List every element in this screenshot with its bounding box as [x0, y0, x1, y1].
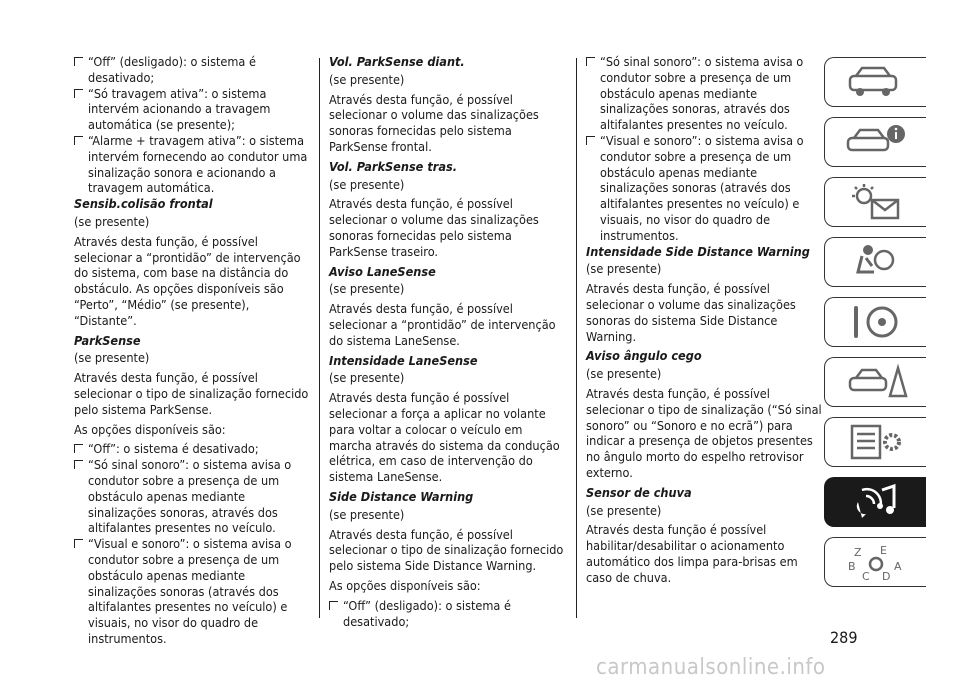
chapter-tab[interactable]	[824, 237, 926, 287]
car-crash-icon	[844, 362, 908, 402]
chapter-tab[interactable]	[824, 417, 926, 467]
bullet-icon	[74, 539, 83, 548]
bullet-text: “Só travagem ativa”: o sistema intervém acionando a travagem automática (se presente);	[88, 85, 271, 133]
car-info-icon	[844, 122, 908, 162]
bullet-item	[74, 441, 310, 457]
paragraph: Através desta função é possível habilitar/desabilitar o acionamento automático dos limpa para-brisas em caso de chuva.	[586, 522, 798, 585]
column-2	[329, 54, 565, 629]
paragraph: Através desta função é possível selecionar a força a aplicar no volante para voltar a colocar o veículo em marcha através do sistema da condução elétrica, em caso de intervenção do sistema LaneSense.	[329, 390, 560, 485]
section-heading: Aviso ângulo cego	[586, 348, 702, 364]
section-heading: Side Distance Warning	[329, 488, 474, 504]
svg-text:C: C	[861, 570, 870, 582]
bullet-text: “Visual e sonoro”: o sistema avisa o condutor sobre a presença de um obstáculo apenas mediante sinalizações sonoras (através dos altifalantes presentes no veículo) e visuais, no visor do quadro de instrumentos.	[88, 536, 292, 646]
section-heading: ParkSense	[74, 332, 141, 348]
svg-text:A: A	[893, 560, 902, 573]
bullet-icon	[74, 136, 83, 145]
paragraph: Através desta função, é possível selecionar a “prontidão” de intervenção do sistema LaneSense.	[329, 301, 556, 348]
lights-mail-icon	[844, 182, 908, 222]
paragraph: Através desta função, é possível selecionar o tipo de sinalização (“Só sinal sonoro” ou “Sonoro e no ecrã”) para indicar a presença de objetos presentes no ângulo morto do espelho retrovisor externo.	[586, 385, 822, 480]
paragraph: (se presente)	[329, 370, 405, 386]
steering-wrench-icon	[844, 302, 908, 342]
bullet-item	[74, 536, 310, 647]
list-gear-icon	[844, 422, 908, 462]
chapter-tab[interactable]	[824, 297, 926, 347]
svg-text:E: E	[879, 544, 887, 557]
bullet-text: “Off” (desligado): o sistema é desativado;	[343, 597, 511, 629]
bullet-text: “Só sinal sonoro”: o sistema avisa o condutor sobre a presença de um obstáculo apenas mediante sinalizações sonoras, através dos altifalantes presentes no veículo.	[600, 54, 804, 133]
bullet-item	[74, 457, 310, 536]
paragraph: (se presente)	[74, 213, 150, 229]
column-divider	[576, 58, 577, 618]
paragraph: (se presente)	[74, 350, 150, 366]
paragraph: (se presente)	[586, 502, 662, 518]
column-3	[586, 54, 822, 590]
paragraph: Através desta função, é possível selecionar o tipo de sinalização fornecido pelo sistema ParkSense.	[74, 370, 309, 417]
footer-watermark: carmanualsonline.info	[596, 655, 826, 680]
paragraph: Através desta função, é possível selecionar a “prontidão” de intervenção do sistema, com base na distância do obstáculo. As opções disponíveis são “Perto”, “Médio” (se presente), “Distante”.	[74, 233, 301, 328]
chapter-tabs	[824, 57, 928, 597]
bullet-item	[74, 133, 310, 196]
bullet-icon	[74, 57, 83, 66]
paragraph: (se presente)	[329, 506, 405, 522]
multimedia-music-icon	[844, 482, 908, 522]
paragraph: Através desta função, é possível selecionar o volume das sinalizações sonoras fornecidas pelo sistema ParkSense traseiro.	[329, 196, 539, 259]
bullet-icon	[74, 89, 83, 98]
section-heading: Sensib.colisão frontal	[74, 196, 213, 212]
paragraph: As opções disponíveis são:	[329, 577, 481, 593]
alphabet-index-icon	[844, 542, 908, 582]
bullet-text: “Alarme + travagem ativa”: o sistema intervém fornecendo ao condutor uma sinalização sonora e acionando a travagem automática.	[88, 132, 308, 196]
paragraph: (se presente)	[586, 366, 662, 382]
svg-text:Z: Z	[853, 546, 862, 559]
bullet-item	[74, 54, 310, 86]
bullet-text: “Só sinal sonoro”: o sistema avisa o condutor sobre a presença de um obstáculo apenas mediante sinalizações sonoras, através dos altifalantes presentes no veículo.	[88, 457, 292, 536]
chapter-tab[interactable]	[824, 177, 926, 227]
section-heading: Vol. ParkSense tras.	[329, 158, 458, 174]
paragraph: (se presente)	[329, 71, 405, 87]
bullet-item	[586, 54, 822, 133]
page-number: 289	[830, 628, 858, 647]
chapter-tab[interactable]	[824, 57, 926, 107]
chapter-tab[interactable]	[824, 357, 926, 407]
chapter-tab[interactable]	[824, 117, 926, 167]
section-heading: Intensidade Side Distance Warning	[586, 243, 810, 259]
svg-text:D: D	[881, 570, 890, 582]
paragraph: As opções disponíveis são:	[74, 421, 226, 437]
column-divider	[319, 58, 320, 618]
chapter-tab[interactable]	[824, 477, 926, 527]
bullet-item	[586, 133, 822, 244]
paragraph: Através desta função, é possível selecionar o volume das sinalizações sonoras fornecidas pelo sistema ParkSense frontal.	[329, 91, 539, 154]
paragraph: (se presente)	[586, 261, 662, 277]
paragraph: (se presente)	[329, 281, 405, 297]
paragraph: Através desta função, é possível selecionar o volume das sinalizações sonoras do sistema Side Distance Warning.	[586, 281, 796, 344]
paragraph: (se presente)	[329, 176, 405, 192]
section-heading: Vol. ParkSense diant.	[329, 54, 465, 69]
bullet-item	[329, 598, 565, 630]
bullet-icon	[586, 136, 595, 145]
bullet-text: “Visual e sonoro”: o sistema avisa o condutor sobre a presença de um obstáculo apenas mediante sinalizações sonoras (através dos altifalantes presentes no veículo) e visuais, no visor do quadro de instrumentos.	[600, 132, 804, 243]
airbag-seat-icon	[844, 242, 908, 282]
section-heading: Aviso LaneSense	[329, 263, 436, 279]
car-icon	[844, 62, 908, 102]
bullet-item	[74, 86, 310, 133]
svg-text:B: B	[847, 560, 856, 573]
bullet-icon	[329, 601, 338, 610]
section-heading: Sensor de chuva	[586, 484, 692, 500]
bullet-icon	[74, 460, 83, 469]
bullet-text: “Off” (desligado): o sistema é desativado;	[88, 54, 256, 85]
paragraph: Através desta função, é possível selecionar o tipo de sinalização fornecido pelo sistema Side Distance Warning.	[329, 526, 564, 574]
section-heading: Intensidade LaneSense	[329, 352, 478, 368]
bullet-icon	[586, 57, 595, 66]
chapter-tab[interactable]	[824, 537, 926, 587]
column-1	[74, 54, 310, 647]
bullet-text: “Off”: o sistema é desativado;	[88, 441, 259, 457]
bullet-icon	[74, 444, 83, 453]
